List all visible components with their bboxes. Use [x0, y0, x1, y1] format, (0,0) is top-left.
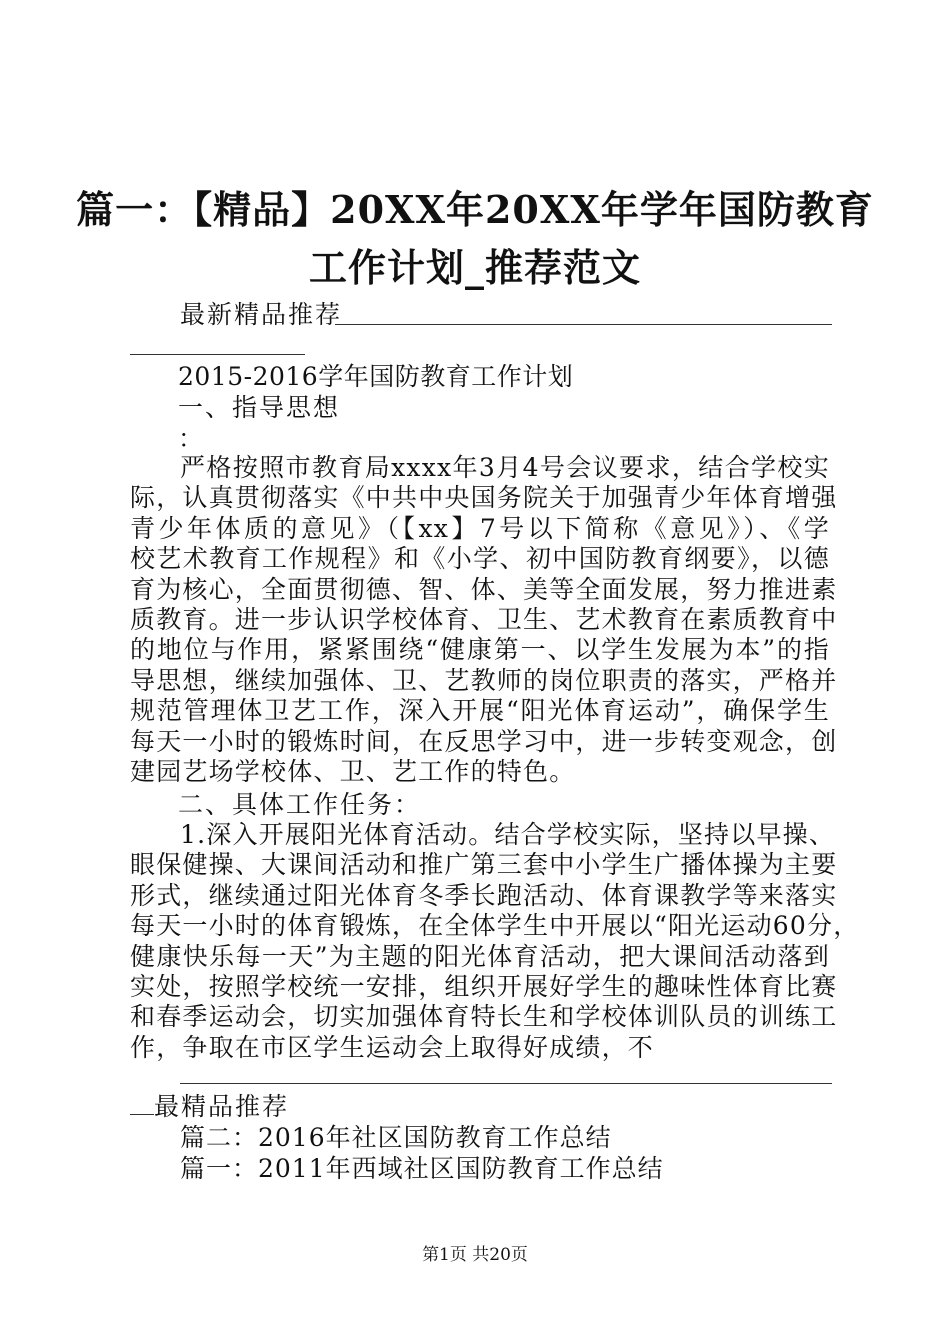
- paragraph-line: 建园艺场学校体、卫、艺工作的特色。: [130, 757, 576, 786]
- header-underline-continued: [130, 354, 305, 355]
- paragraph-line: 规范管理体卫艺工作，深入开展“阳光体育运动”，确保学生: [130, 696, 830, 726]
- recommend-header: 最新精品推荐: [180, 300, 343, 329]
- paragraph-line: 导思想，继续加强体、卫、艺教师的岗位职责的落实，严格并: [130, 665, 838, 695]
- page-footer: 第1页 共20页: [422, 1245, 528, 1265]
- paragraph-line: 实处，按照学校统一安排，组织开展好学生的趣味性体育比赛: [130, 972, 838, 1001]
- section-1-heading: 一、指导思想: [178, 393, 341, 422]
- header-underline: [335, 324, 832, 325]
- paragraph-line: 每天一小时的体育锻炼，在全体学生中开展以“阳光运动60分，: [130, 911, 860, 941]
- paragraph-line: 作，争取在市区学生运动会上取得好成绩，不: [130, 1032, 655, 1062]
- paragraph-line: 形式，继续通过阳光体育冬季长跑活动、体育课教学等来落实: [130, 880, 838, 910]
- paragraph-line: 的地位与作用，紧紧围绕“健康第一、以学生发展为本”的指: [130, 635, 830, 665]
- plan-title: 2015-2016学年国防教育工作计划: [178, 362, 574, 391]
- related-link-1[interactable]: 篇二：2016年社区国防教育工作总结: [180, 1123, 612, 1152]
- paragraph-line: 际，认真贯彻落实《中共中央国务院关于加强青少年体育增强: [130, 483, 838, 513]
- paragraph-line: 眼保健操、大课间活动和推广第三套中小学生广播体操为主要: [130, 850, 838, 880]
- paragraph-line: 校艺术教育工作规程》和《小学、初中国防教育纲要》，以德: [130, 544, 830, 574]
- paragraph-line: 青少年体质的意见》（【xx】7号以下简称《意见》）、《学: [130, 513, 830, 543]
- document-title-line-2: 工作计划_推荐范文: [308, 245, 641, 290]
- paragraph-line: 育为核心，全面贯彻德、智、体、美等全面发展，努力推进素: [130, 574, 838, 604]
- section-1-colon: ：: [178, 424, 204, 453]
- paragraph-line: 严格按照市教育局xxxx年3月4号会议要求，结合学校实: [180, 453, 830, 482]
- bottom-divider: [180, 1083, 832, 1084]
- document-title-line-1: 篇一：【精品】20XX年20XX年学年国防教育: [76, 187, 874, 232]
- paragraph-line: 健康快乐每一天”为主题的阳光体育活动，把大课间活动落到: [130, 941, 830, 971]
- bottom-recommend-text: 最精品推荐: [154, 1092, 290, 1121]
- bottom-recommend-label: [130, 1092, 289, 1122]
- label-underscore: [130, 1092, 154, 1115]
- related-link-2[interactable]: 篇一：2011年西域社区国防教育工作总结: [180, 1154, 664, 1183]
- paragraph-line: 和春季运动会，切实加强体育特长生和学校体训队员的训练工: [130, 1002, 838, 1032]
- paragraph-line: 质教育。进一步认识学校体育、卫生、艺术教育在素质教育中: [130, 605, 838, 634]
- section-2-heading: 二、具体工作任务：: [178, 790, 422, 819]
- paragraph-line: 每天一小时的锻炼时间，在反思学习中，进一步转变观念，创: [130, 726, 838, 756]
- paragraph-line: 1.深入开展阳光体育活动。结合学校实际，坚持以早操、: [180, 820, 836, 849]
